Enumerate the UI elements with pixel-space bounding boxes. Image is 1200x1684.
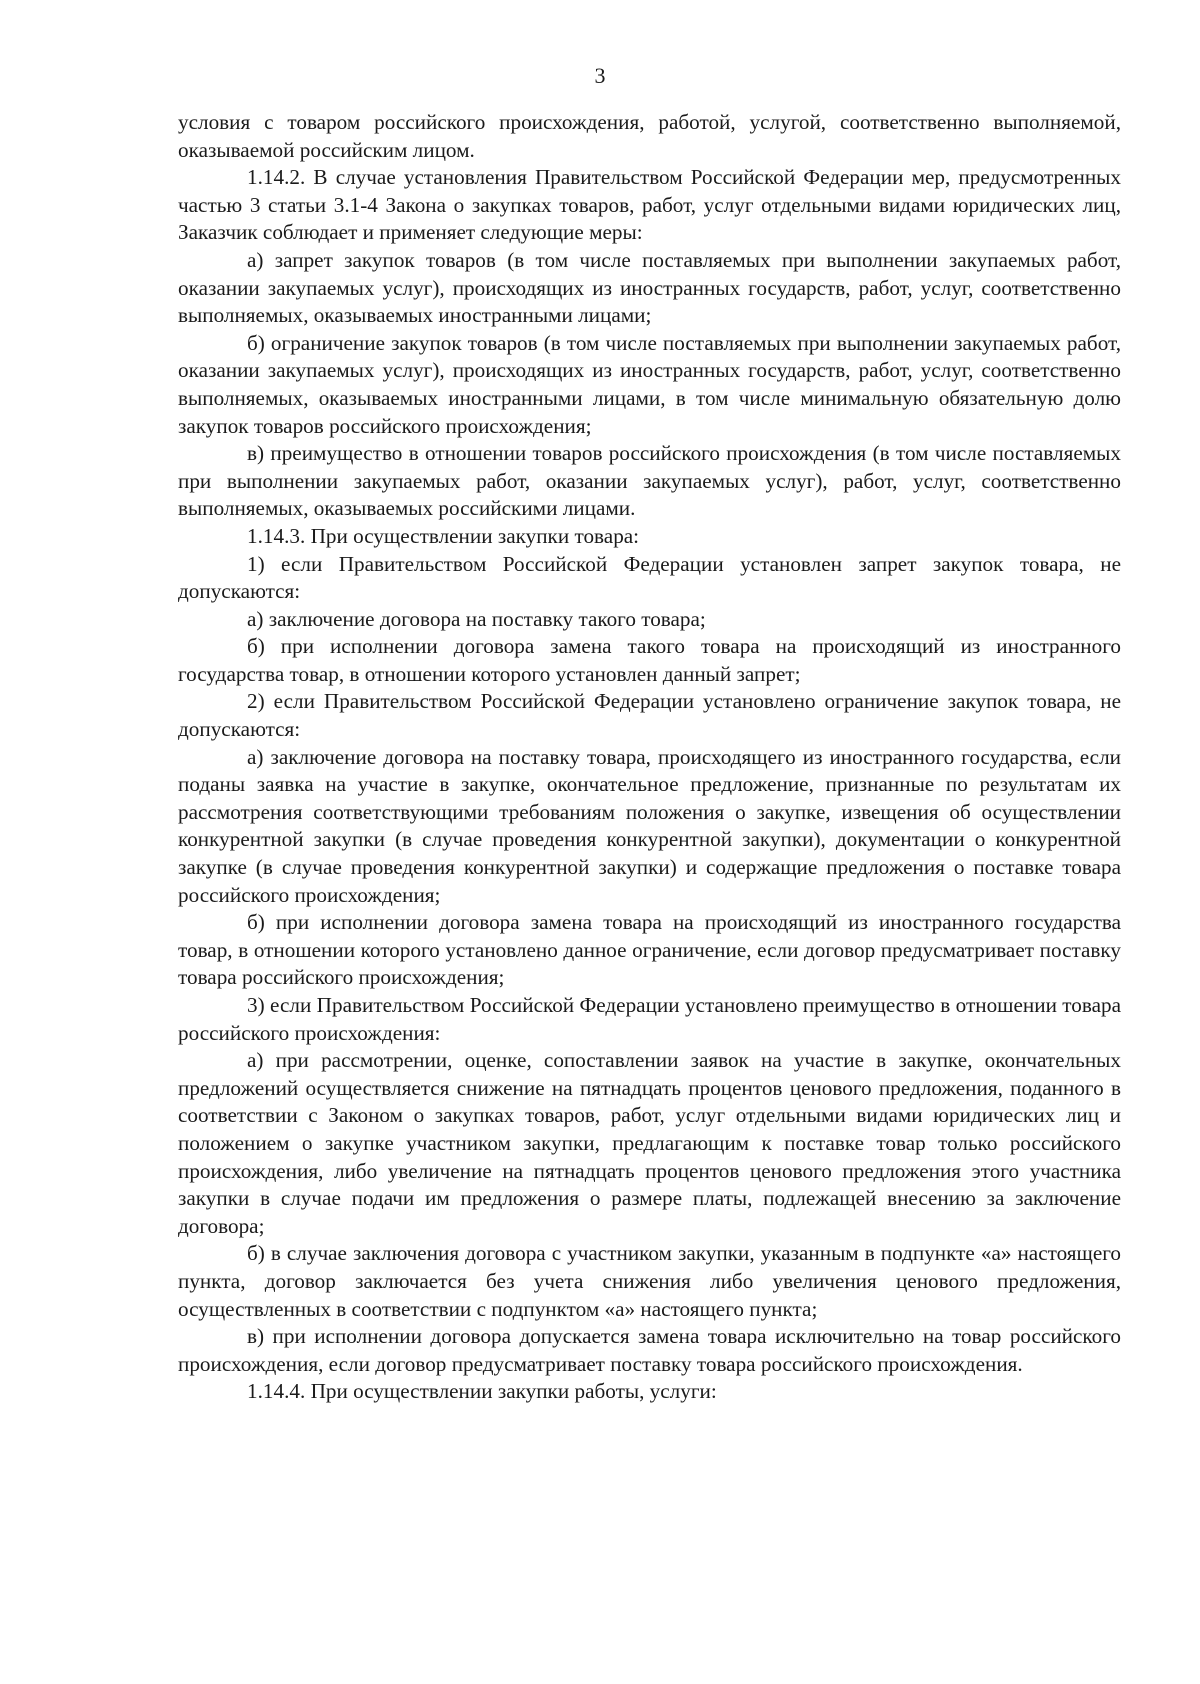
paragraph-item-b-restriction: б) ограничение закупок товаров (в том числе поставляемых при выполнении закупаемых работ, оказании закупаемых услуг), происходящих из иностранных государств, работ, услуг, соответственно выполняемых, оказываемых иностранными лицами, в том числе минимальную обязательную долю закупок товаров российского происхождения;: [178, 330, 1121, 438]
paragraph-item-1a: а) заключение договора на поставку такого товара;: [247, 606, 706, 631]
page-number: 3: [594, 63, 606, 88]
paragraph-1-14-3: 1.14.3. При осуществлении закупки товара:: [247, 523, 640, 548]
paragraph-item-3v: в) при исполнении договора допускается замена товара исключительно на товар российского происхождения, если договор предусматривает поставку товара российского происхождения.: [178, 1324, 1121, 1376]
paragraph-item-a-ban: а) запрет закупок товаров (в том числе поставляемых при выполнении закупаемых работ, оказании закупаемых услуг), происходящих из иностранных государств, работ, услуг, соответственно выполняемых, оказываемых иностранными лицами;: [178, 247, 1121, 328]
paragraph-item-2a: а) заключение договора на поставку товара, происходящего из иностранного государства, если поданы заявка на участие в закупке, окончательное предложение, признанные по результатам их рассмотрения соответствующими требованиям положения о закупке, извещения об осуществлении конкурентной закупки (в случае проведения конкурентной закупки), документации о конкурентной закупке (в случае проведения конкурентной закупки) и содержащие предложения о поставке товара российского происхождения;: [178, 744, 1121, 907]
paragraph-item-2b: б) при исполнении договора замена товара на происходящий из иностранного государства товар, в отношении которого установлено данное ограничение, если договор предусматривает поставку товара российского происхождения;: [178, 910, 1121, 990]
paragraph-item-3-preference: 3) если Правительством Российской Федерации установлено преимущество в отношении товара российского происхождения:: [178, 993, 1121, 1045]
paragraph-1-14-4: 1.14.4. При осуществлении закупки работы, услуги:: [247, 1379, 717, 1404]
paragraph-item-1b: б) при исполнении договора замена такого товара на происходящий из иностранного государства товар, в отношении которого установлен данный запрет;: [178, 634, 1121, 686]
paragraph-1-14-2: 1.14.2. В случае установления Правительством Российской Федерации мер, предусмотренных частью 3 статьи 3.1-4 Закона о закупках товаров, работ, услуг отдельными видами юридических лиц, Заказчик соблюдает и применяет следующие меры:: [178, 165, 1121, 245]
paragraph-continuation: условия с товаром российского происхождения, работой, услугой, соответственно выполняемой, оказываемой российским лицом.: [178, 110, 1121, 162]
paragraph-item-3a: а) при рассмотрении, оценке, сопоставлении заявок на участие в закупке, окончательных предложений осуществляется снижение на пятнадцать процентов ценового предложения, поданного в соответствии с Законом о закупках товаров, работ, услуг отдельными видами юридических лиц и положением о закупке участником закупки, предлагающим к поставке товар только российского происхождения, либо увеличение на пятнадцать процентов ценового предложения этого участника закупки в случае подачи им предложения о размере платы, подлежащей внесению за заключение договора;: [178, 1048, 1121, 1238]
paragraph-item-2-restriction: 2) если Правительством Российской Федерации установлено ограничение закупок товара, не допускаются:: [178, 689, 1121, 742]
paragraph-item-1-ban: 1) если Правительством Российской Федерации установлен запрет закупок товара, не допускаются:: [178, 551, 1121, 604]
paragraph-item-v-preference: в) преимущество в отношении товаров российского происхождения (в том числе поставляемых при выполнении закупаемых работ, оказании закупаемых услуг), работ, услуг, соответственно выполняемых, оказываемых российскими лицами.: [178, 441, 1121, 521]
paragraph-item-3b: б) в случае заключения договора с участником закупки, указанным в подпункте «а» настоящего пункта, договор заключается без учета снижения либо увеличения ценового предложения, осуществленных в соответствии с подпунктом «а» настоящего пункта;: [178, 1241, 1121, 1321]
document-body: [178, 109, 1121, 1406]
